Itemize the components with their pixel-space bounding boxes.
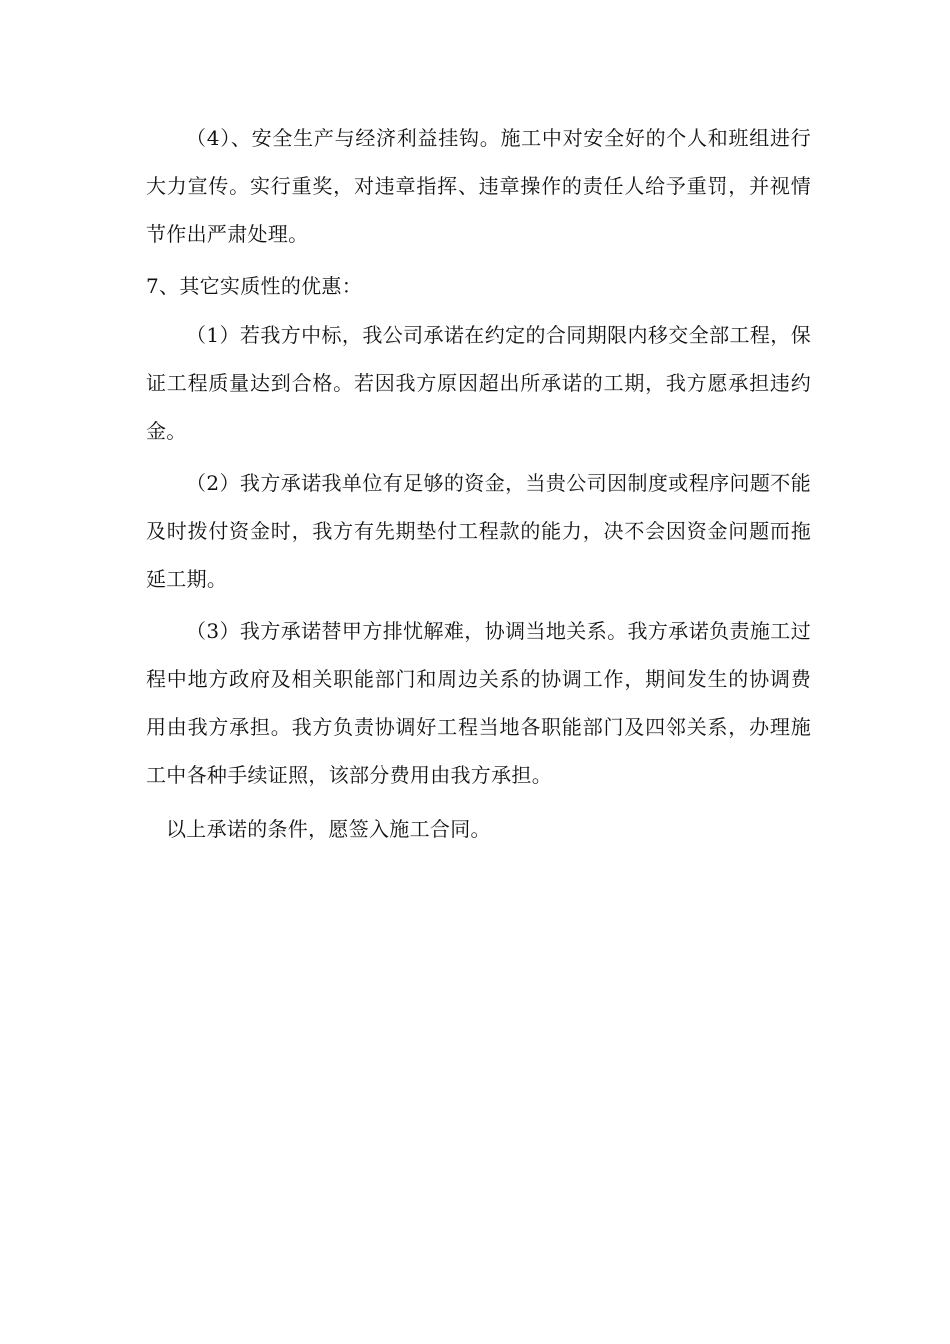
- paragraph-commitment-1: （1）若我方中标，我公司承诺在约定的合同期限内移交全部工程，保证工程质量达到合格。若因我方原因超出所承诺的工期，我方愿承担违约金。: [146, 323, 811, 443]
- section-heading-other-benefits: 7、其它实质性的优惠：: [146, 274, 363, 298]
- paragraph-closing: 以上承诺的条件，愿签入施工合同。: [166, 817, 491, 841]
- paragraph-safety-incentive: （4）、安全生产与经济利益挂钩。施工中对安全好的个人和班组进行大力宣传。实行重奖，对违章指挥、违章操作的责任人给予重罚，并视情节作出严肃处理。: [146, 126, 811, 246]
- paragraph-commitment-3: （3）我方承诺替甲方排忧解难，协调当地关系。我方承诺负责施工过程中地方政府及相关职能部门和周边关系的协调工作，期间发生的协调费用由我方承担。我方负责协调好工程当地各职能部门及四邻关系，办理施工中各种手续证照，该部分费用由我方承担。: [146, 619, 811, 787]
- paragraph-commitment-2: （2）我方承诺我单位有足够的资金，当贵公司因制度或程序问题不能及时拨付资金时，我方有先期垫付工程款的能力，决不会因资金问题而拖延工期。: [146, 471, 811, 591]
